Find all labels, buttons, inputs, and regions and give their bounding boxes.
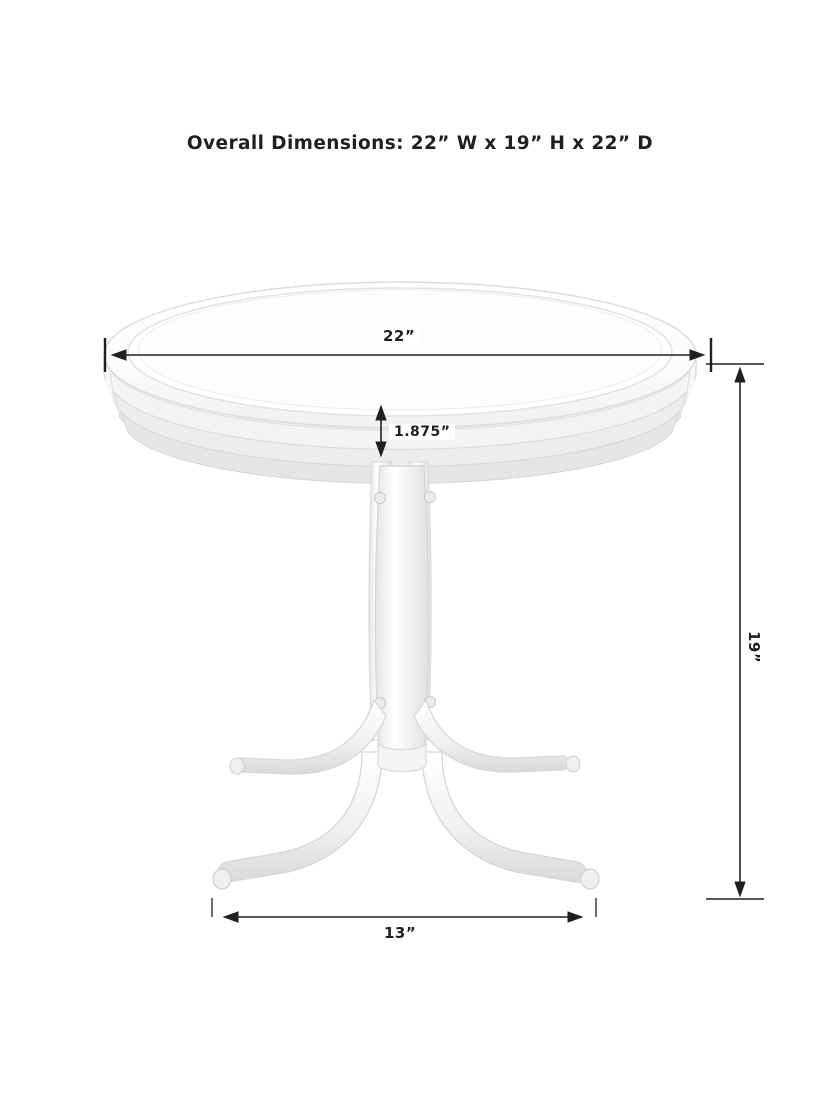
- dimension-label-overall-height: 19”: [745, 626, 763, 668]
- dimension-label-tabletop-width: 22”: [378, 327, 420, 345]
- bolt-icon: [375, 493, 386, 504]
- bolt-icon: [425, 492, 436, 503]
- foot-cap-front-right: [581, 869, 599, 889]
- table-graphic: [104, 282, 696, 889]
- page-title: Overall Dimensions: 22” W x 19” H x 22” D: [186, 133, 654, 154]
- arrowhead-left-base: [224, 912, 238, 922]
- tabletop-inset-face: [138, 290, 662, 410]
- arrowhead-right-base: [568, 912, 582, 922]
- foot-cap-back-left: [230, 758, 244, 774]
- dimension-label-apron-thickness: 1.875”: [389, 424, 455, 440]
- foot-cap-front-left: [213, 869, 231, 889]
- foot-cap-back-right: [566, 756, 580, 772]
- arrowhead-top-height: [735, 368, 745, 382]
- arrowhead-right-width: [690, 350, 704, 360]
- dimension-label-base-spread: 13”: [379, 924, 421, 942]
- arrowhead-bottom-height: [735, 882, 745, 896]
